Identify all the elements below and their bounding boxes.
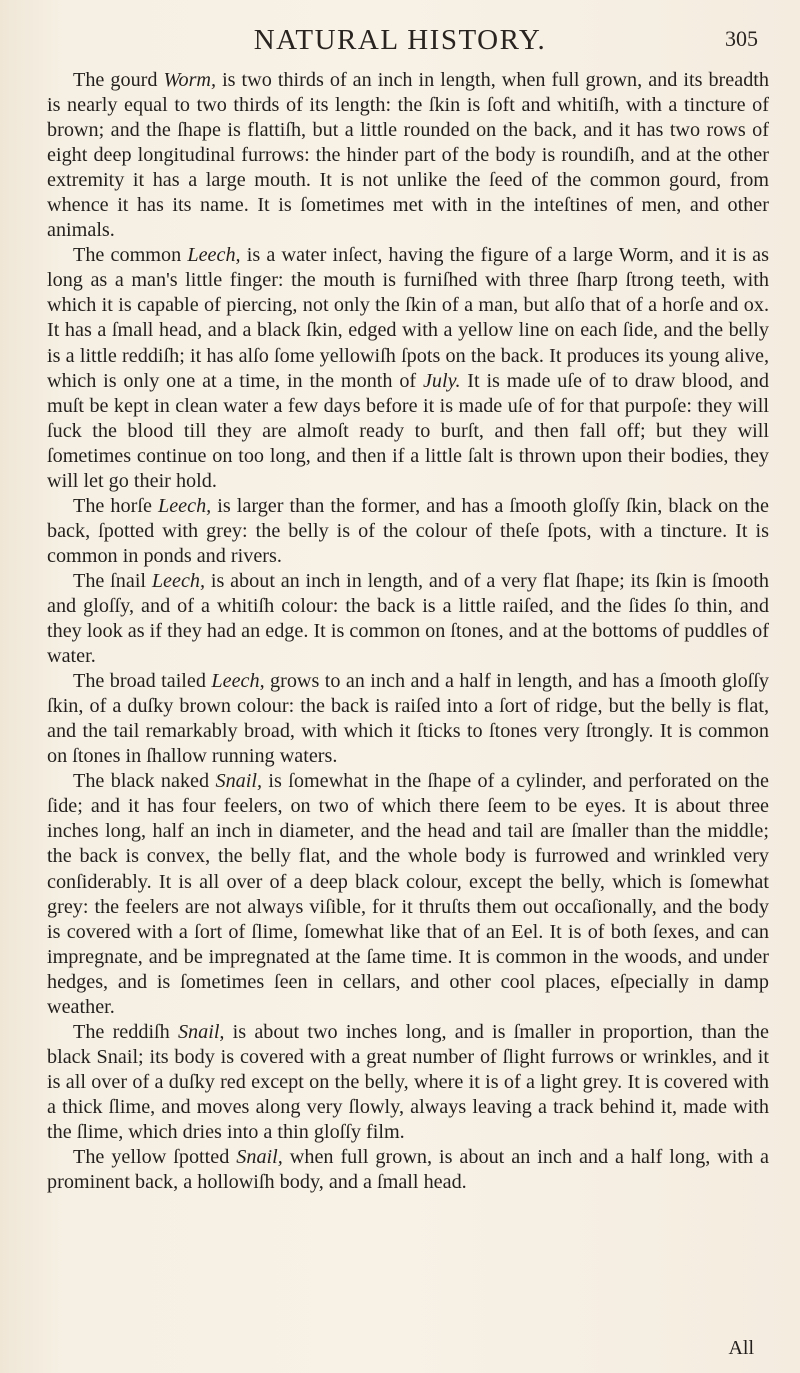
paragraph-text: is about an inch in length, and of a very flat ſhape; its ſkin is ſmooth and gloſſy, and of a whitiſh colour: the back is a little raiſed, and the ſides ſo thin, and they look as if they had an edge. It is common on ſtones, and at the bottoms of puddles of water. (47, 569, 770, 668)
paragraph-text: The black naked (73, 770, 216, 793)
species-name: Leech, (151, 569, 206, 592)
paragraph-common-leech (47, 243, 769, 493)
paragraph-text: It is made uſe of to draw blood, and muſt be kept in clean water a few days before it is made uſe of for that purpoſe: they will ſuck the blood till they are almoſt ready to burſt, and then fall off; but they will ſometimes continue on too long, and then if a little ſalt is thrown upon their bodies, they will let go their hold. (47, 369, 769, 492)
paragraph-text: grows to an inch and a half in length, and has a ſmooth gloſſy ſkin, of a duſky brown colour: the back is raiſed into a ſort of ridge, but the belly is flat, and the tail remarkably broad, with which it ſticks to ſtones very ſtrongly. It is common on ſtones in ſhallow running waters. (47, 670, 769, 768)
paragraph-text: The gourd (73, 69, 164, 91)
paragraph-text: is a water inſect, having the figure of a large Worm, and it is as long as a man's little finger: the mouth is furniſhed with three ſharp ſtrong teeth, with which it is capable of piercing, not only the ſkin of a man, but alſo that of a horſe and ox. It has a ſmall head, and a black ſkin, edged with a yellow line on each ſide, and the belly is a little reddiſh; it has alſo ſome yellowiſh ſpots on the back. It produces its young alive, which is only one at a time, in the month of (47, 244, 769, 392)
species-name: Leech, (187, 244, 241, 267)
paragraph-text: The ſnail (73, 569, 152, 592)
species-name: Leech, (157, 494, 212, 517)
species-name: Snail, (215, 770, 263, 793)
running-title: NATURAL HISTORY. (253, 24, 547, 56)
paragraph-text: is two thirds of an inch in length, when full grown, and its breadth is nearly equal to two thirds of its length: the ſkin is ſoft and whitiſh, with a tincture of brown; and the ſhape is flattiſh, but a little rounded on the back, and it has two rows of eight deep longitudinal furrows: the hinder part of the body is roundiſh, and at the other extremity it has a large mouth. It is not unlike the ſeed of the common gourd, from whence it has its name. It is ſometimes met with in the inteſtines of men, and other animals. (47, 69, 769, 242)
paragraph-text: The common (73, 244, 188, 267)
paragraph-text: is about two inches long, and is ſmaller in proportion, than the black Snail; its body is covered with a great number of ſlight furrows or wrinkles, and it is all over of a duſky red except on the belly, where it is of a light grey. It is covered with a thick ſlime, and moves along very ſlowly, always leaving a track behind it, made with the ſlime, which dries into a thin gloſſy film. (47, 1020, 769, 1143)
month-name: July. (422, 369, 461, 392)
paragraph-snail-leech (47, 569, 769, 669)
paragraph-text: when full grown, is about an inch and a half long, with a prominent back, a hollowiſh body, and a ſmall head. (47, 1146, 769, 1194)
species-name: Snail, (177, 1020, 225, 1043)
paragraph-black-naked-snail (47, 769, 769, 1019)
body-text (47, 68, 769, 1195)
species-name: Snail, (236, 1146, 283, 1169)
paragraph-text: The yellow ſpotted (73, 1146, 237, 1169)
page-number: 305 (725, 26, 758, 51)
paragraph-text: The reddiſh (73, 1020, 178, 1043)
paragraph-gourd-worm (47, 68, 769, 243)
catchword: All (728, 1337, 754, 1359)
paragraph-text: The broad tailed (73, 670, 212, 693)
paragraph-reddish-snail (47, 1020, 769, 1145)
paragraph-yellow-spotted-snail (47, 1145, 769, 1195)
paragraph-text: is larger than the former, and has a ſmooth gloſſy ſkin, black on the back, ſpotted with grey: the belly is of the colour of theſe ſpots, with a tincture. It is common in ponds and rivers. (47, 494, 769, 567)
paragraph-broad-tailed-leech (47, 669, 769, 769)
species-name: Worm, (163, 69, 217, 91)
running-head (0, 24, 800, 58)
paragraph-text: is ſomewhat in the ſhape of a cylinder, and perforated on the ſide; and it has four feelers, on two of which there ſeem to be eyes. It is about three inches long, half an inch in diameter, and the head and tail are ſmaller than the middle; the back is convex, the belly flat, and the whole body is furrowed and wrinkled very conſiderably. It is all over of a deep black colour, except the belly, which is ſomewhat grey: the feelers are not always viſible, for it thruſts them out occaſionally, and the body is covered with a ſort of ſlime, ſomewhat like that of an Eel. It is of both ſexes, and can impregnate, and be impregnated at the ſame time. It is common in the woods, and under hedges, and is ſometimes ſeen in cellars, and other cool places, eſpecially in damp weather. (47, 770, 769, 1018)
species-name: Leech, (211, 670, 265, 693)
paragraph-text: The horſe (73, 494, 158, 517)
paragraph-horse-leech (47, 494, 769, 569)
